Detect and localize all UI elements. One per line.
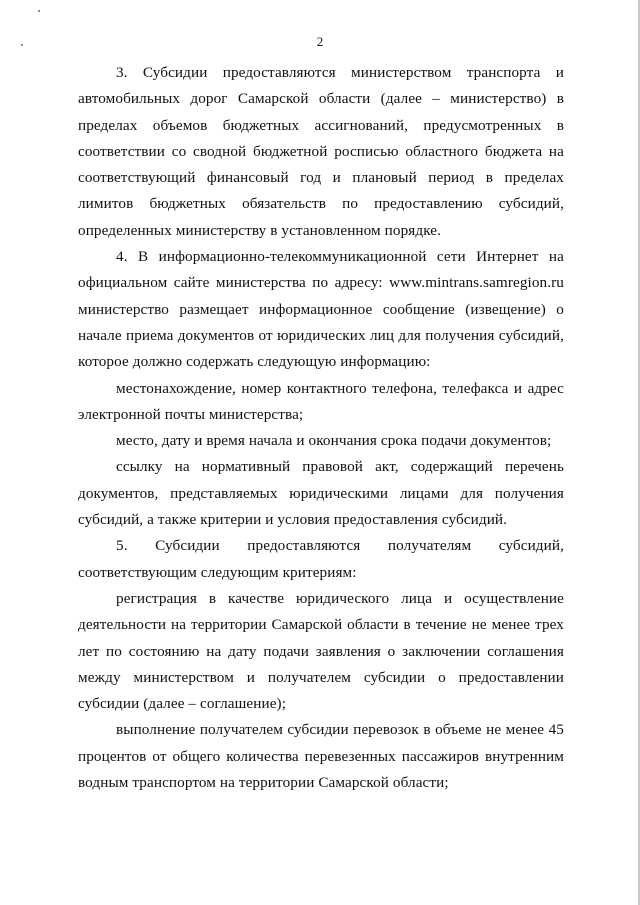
paragraph-item-3: 3. Субсидии предоставляются министерством транспорта и автомобильных дорог Самарской области (далее – министерство) в пределах объемов бюджетных ассигнований, предусмотренных в соответствии со сводной бюджетной росписью областного бюджета на соответствующий финансовый год и плановый период в пределах лимитов бюджетных обязательств по предоставлению субсидий, определенных министерству в установленном порядке. xyxy=(78,64,564,239)
scan-speck xyxy=(38,10,40,12)
paragraph-transport-volume: выполнение получателем субсидии перевозок в объеме не менее 45 процентов от общего количества перевезенных пассажиров внутренним водным транспортом на территории Самарской области; xyxy=(78,721,564,792)
page-number: 2 xyxy=(316,34,324,49)
paragraph-registration: регистрация в качестве юридического лица и осуществление деятельности на территории Самарской области в течение не менее трех лет по состоянию на дату подачи заявления о заключении соглашения между министерством и получателем субсидии о предоставлении субсидии (далее – соглашение); xyxy=(78,589,564,713)
paragraph-item-4: 4. В информационно-телекоммуникационной сети Интернет на официальном сайте министерства по адресу: www.mintrans.samregion.ru министерство размещает информационное сообщение (извещение) о начале приема документов от юридических лиц для получения субсидий, которое должно содержать следующую информацию: xyxy=(78,248,564,371)
paragraph-place-date: место, дату и время начала и окончания срока подачи документов; xyxy=(116,432,552,450)
paragraph-legal-act: ссылку на нормативный правовой акт, содержащий перечень документов, представляемых юридическими лицами для получения субсидий, а также критерии и условия предоставления субсидий. xyxy=(78,458,564,529)
paragraph-location: местонахождение, номер контактного телефона, телефакса и адрес электронной почты министерства; xyxy=(78,379,564,423)
paragraph-item-5: 5. Субсидии предоставляются получателям субсидий, соответствующим следующим критериям: xyxy=(78,537,564,581)
document-body xyxy=(78,60,564,796)
